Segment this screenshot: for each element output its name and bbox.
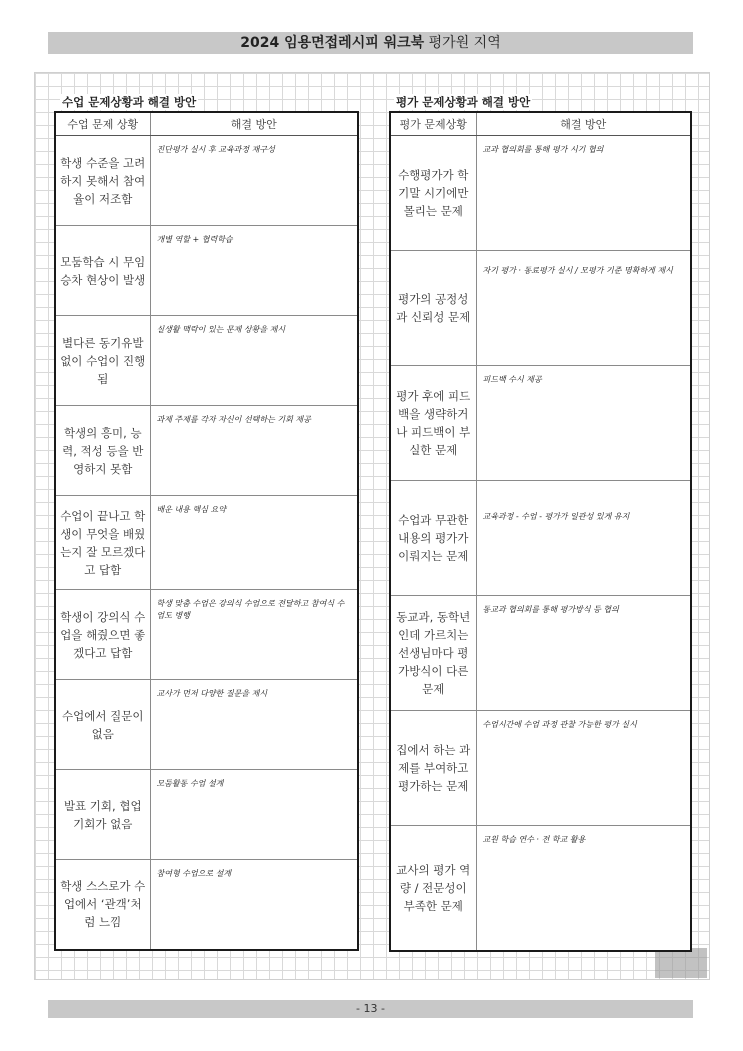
solution-text: 교과 협의회를 통해 평가 시기 협의	[482, 145, 604, 154]
solution-text: 동교과 협의회를 통해 평가방식 등 협의	[482, 605, 619, 614]
issue-cell: 학생 수준을 고려하지 못해서 참여율이 저조함	[55, 136, 150, 226]
solution-text: 학생 맞춤 수업은 강의식 수업으로 전달하고 참여식 수업도 병행	[156, 599, 345, 620]
solution-text: 배운 내용 핵심 요약	[156, 505, 226, 514]
gray-patch	[655, 948, 707, 978]
issue-cell: 수행평가가 학기말 시기에만 몰리는 문제	[390, 136, 476, 251]
issue-cell: 수업에서 질문이 없음	[55, 680, 150, 770]
table-row	[390, 251, 691, 366]
table-row	[390, 136, 691, 251]
solution-text: 교원 학습 연수 · 전 학교 활용	[482, 835, 586, 844]
issue-cell: 평가의 공정성과 신뢰성 문제	[390, 251, 476, 366]
column-header-issue: 수업 문제 상황	[55, 112, 150, 136]
page-header	[48, 32, 693, 54]
solution-text: 자기 평가 · 동료평가 실시 / 모평가 기준 명확하게 제시	[482, 266, 673, 275]
solution-text: 개별 역할 + 협력학습	[156, 235, 233, 244]
solution-text: 교사가 먼저 다양한 질문을 제시	[156, 689, 268, 698]
issue-cell: 동교과, 동학년인데 가르치는 선생님마다 평가방식이 다른 문제	[390, 596, 476, 711]
column-header-issue: 평가 문제상황	[390, 112, 476, 136]
issue-cell: 평가 후에 피드백을 생략하거나 피드백이 부실한 문제	[390, 366, 476, 481]
table-row	[390, 481, 691, 596]
table-row	[55, 770, 358, 860]
issue-cell: 학생의 흥미, 능력, 적성 등을 반영하지 못함	[55, 406, 150, 496]
table-row	[55, 680, 358, 770]
table-row	[390, 711, 691, 826]
lesson-problems-table	[54, 111, 359, 951]
solution-text: 모둠활동 수업 설계	[156, 779, 224, 788]
left-section-title: 수업 문제상황과 해결 방안	[62, 95, 197, 109]
table-row	[55, 406, 358, 496]
issue-cell: 발표 기회, 협업 기회가 없음	[55, 770, 150, 860]
solution-text: 교육과정 - 수업 - 평가가 일관성 있게 유지	[482, 512, 630, 521]
solution-text: 진단평가 실시 후 교육과정 재구성	[156, 145, 275, 154]
issue-cell: 집에서 하는 과제를 부여하고 평가하는 문제	[390, 711, 476, 826]
solution-text: 피드백 수시 제공	[482, 375, 542, 384]
solution-text: 수업시간에 수업 과정 관찰 가능한 평가 실시	[482, 720, 637, 729]
solution-text: 실생활 맥락이 있는 문제 상황을 제시	[156, 325, 286, 334]
header-title-rest: 평가원 지역	[424, 35, 501, 51]
table-row	[390, 366, 691, 481]
page-number: - 13 -	[356, 1002, 385, 1015]
issue-cell: 수업과 무관한 내용의 평가가 이뤄지는 문제	[390, 481, 476, 596]
assessment-problems-table	[389, 111, 692, 952]
issue-cell: 교사의 평가 역량 / 전문성이 부족한 문제	[390, 826, 476, 951]
column-header-solution: 해결 방안	[150, 112, 358, 136]
issue-cell: 별다른 동기유발 없이 수업이 진행됨	[55, 316, 150, 406]
column-header-solution: 해결 방안	[476, 112, 691, 136]
solution-text: 과제 주제를 각자 자신이 선택하는 기회 제공	[156, 415, 311, 424]
table-row	[55, 316, 358, 406]
table-header-row	[390, 112, 691, 136]
table-row	[55, 590, 358, 680]
table-row	[55, 860, 358, 950]
table-row	[390, 596, 691, 711]
issue-cell: 수업이 끝나고 학생이 무엇을 배웠는지 잘 모르겠다고 답함	[55, 496, 150, 590]
table-row	[55, 226, 358, 316]
table-row	[55, 496, 358, 590]
right-section-title: 평가 문제상황과 해결 방안	[396, 95, 531, 109]
issue-cell: 학생 스스로가 수업에서 ‘관객’처럼 느낌	[55, 860, 150, 950]
issue-cell: 모둠학습 시 무임승차 현상이 발생	[55, 226, 150, 316]
table-row	[55, 136, 358, 226]
issue-cell: 학생이 강의식 수업을 해줬으면 좋겠다고 답함	[55, 590, 150, 680]
table-header-row	[55, 112, 358, 136]
solution-text: 참여형 수업으로 설계	[156, 869, 232, 878]
header-title-bold: 2024 임용면접레시피 워크북	[240, 35, 425, 51]
page-footer	[48, 1000, 693, 1018]
table-row	[390, 826, 691, 951]
